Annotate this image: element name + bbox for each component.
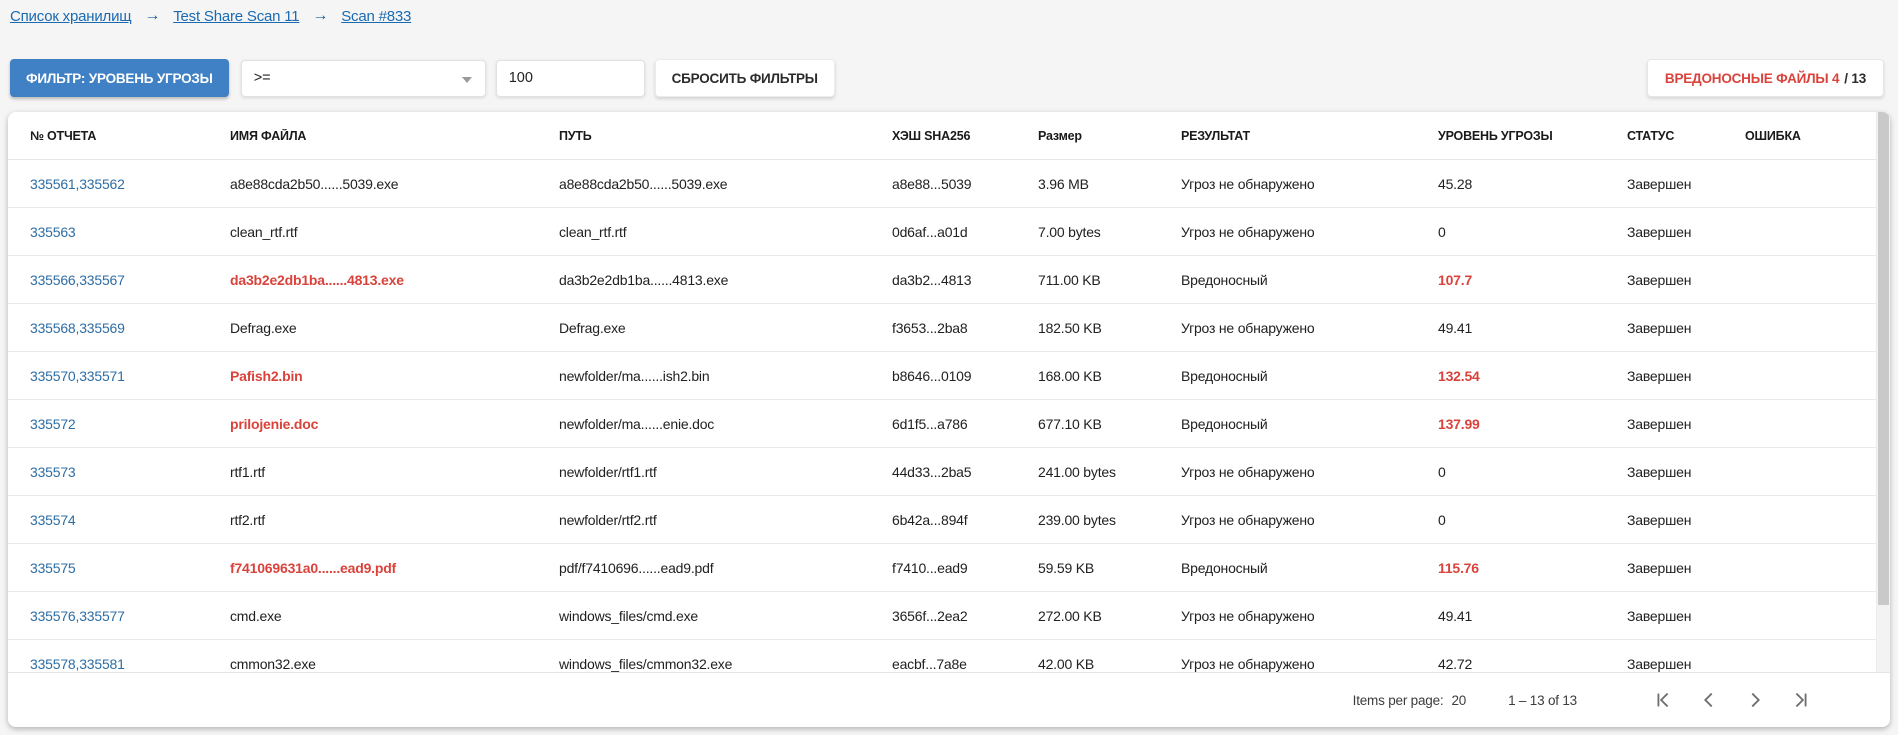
- report-link[interactable]: 335570,335571: [30, 367, 125, 384]
- report-link[interactable]: 335578,335581: [30, 655, 125, 672]
- cell-path: newfolder/ma......enie.doc: [559, 415, 715, 432]
- cell-name: a8e88cda2b50......5039.exe: [230, 175, 399, 192]
- column-header-filename: ИМЯ ФАЙЛА: [230, 128, 307, 143]
- cell-threat: 137.99: [1438, 415, 1480, 432]
- cell-name: rtf1.rtf: [230, 463, 265, 480]
- cell-name: Pafish2.bin: [230, 367, 303, 384]
- cell-hash: 6d1f5...a786: [892, 415, 968, 432]
- cell-report: [30, 608, 230, 624]
- cell-threat: 49.41: [1438, 319, 1473, 336]
- cell-hash: 44d33...2ba5: [892, 463, 972, 480]
- cell-path: clean_rtf.rtf: [559, 223, 627, 240]
- breadcrumb-arrow-icon: →: [144, 7, 161, 24]
- chevron-down-icon: [462, 77, 472, 83]
- cell-result: Угроз не обнаружено: [1181, 607, 1315, 624]
- cell-threat: 115.76: [1438, 559, 1479, 576]
- pagination-range-label: 1 – 13 of 13: [1508, 692, 1577, 708]
- threat-level-filter-button[interactable]: ФИЛЬТР: УРОВЕНЬ УГРОЗЫ: [10, 59, 229, 97]
- cell-threat: 132.54: [1438, 367, 1480, 384]
- table-body: [8, 160, 1890, 673]
- breadcrumb-link-scan[interactable]: Scan #833: [341, 7, 412, 25]
- cell-report: [30, 320, 230, 336]
- table-row: [8, 496, 1890, 544]
- cell-result: Угроз не обнаружено: [1181, 511, 1315, 528]
- cell-result: Вредоносный: [1181, 415, 1268, 432]
- first-page-icon: [1652, 689, 1674, 711]
- column-header-error: ОШИБКА: [1745, 128, 1801, 143]
- cell-name: rtf2.rtf: [230, 511, 265, 528]
- cell-path: windows_files/cmd.exe: [559, 607, 698, 624]
- cell-status: Завершен: [1627, 607, 1692, 624]
- cell-result: Вредоносный: [1181, 559, 1268, 576]
- column-header-result: РЕЗУЛЬТАТ: [1181, 128, 1250, 143]
- cell-status: Завершен: [1627, 367, 1692, 384]
- cell-hash: b8646...0109: [892, 367, 972, 384]
- cell-size: 3.96 MB: [1038, 175, 1089, 192]
- table-header: [8, 112, 1890, 160]
- cell-size: 272.00 KB: [1038, 607, 1102, 624]
- report-link[interactable]: 335568,335569: [30, 319, 125, 336]
- cell-status: Завершен: [1627, 463, 1692, 480]
- column-header-hash: ХЭШ SHA256: [892, 128, 971, 143]
- cell-path: newfolder/rtf2.rtf: [559, 511, 657, 528]
- cell-size: 42.00 KB: [1038, 655, 1094, 672]
- cell-result: Угроз не обнаружено: [1181, 175, 1315, 192]
- cell-hash: 0d6af...a01d: [892, 223, 968, 240]
- table-row: [8, 592, 1890, 640]
- operator-selected-value: >=: [253, 70, 271, 86]
- report-link[interactable]: 335576,335577: [30, 607, 125, 624]
- cell-report: [30, 512, 230, 528]
- cell-threat: 0: [1438, 511, 1446, 528]
- items-per-page-value[interactable]: 20: [1451, 692, 1467, 708]
- cell-status: Завершен: [1627, 415, 1692, 432]
- cell-size: 239.00 bytes: [1038, 511, 1116, 528]
- cell-size: 59.59 KB: [1038, 559, 1094, 576]
- cell-status: Завершен: [1627, 511, 1692, 528]
- malicious-files-counter: [1647, 59, 1884, 97]
- cell-threat: 0: [1438, 223, 1446, 240]
- cell-path: a8e88cda2b50......5039.exe: [559, 175, 728, 192]
- cell-result: Вредоносный: [1181, 367, 1268, 384]
- report-link[interactable]: 335575: [30, 559, 76, 576]
- breadcrumb-link-share[interactable]: Test Share Scan 11: [173, 7, 300, 25]
- table-row: [8, 400, 1890, 448]
- reset-filters-button[interactable]: СБРОСИТЬ ФИЛЬТРЫ: [655, 59, 835, 97]
- report-link[interactable]: 335561,335562: [30, 175, 125, 192]
- cell-size: 182.50 KB: [1038, 319, 1102, 336]
- cell-hash: f3653...2ba8: [892, 319, 968, 336]
- cell-status: Завершен: [1627, 655, 1692, 672]
- cell-name: cmmon32.exe: [230, 655, 316, 672]
- cell-report: [30, 368, 230, 384]
- cell-hash: f7410...ead9: [892, 559, 968, 576]
- column-header-threat-level: УРОВЕНЬ УГРОЗЫ: [1438, 128, 1553, 143]
- cell-result: Угроз не обнаружено: [1181, 655, 1315, 672]
- cell-report: [30, 464, 230, 480]
- cell-path: pdf/f7410696......ead9.pdf: [559, 559, 714, 576]
- cell-path: Defrag.exe: [559, 319, 626, 336]
- cell-report: [30, 560, 230, 576]
- cell-name: cmd.exe: [230, 607, 282, 624]
- cell-size: 677.10 KB: [1038, 415, 1102, 432]
- cell-threat: 49.41: [1438, 607, 1473, 624]
- chevron-left-icon: [1698, 689, 1720, 711]
- last-page-icon: [1790, 689, 1812, 711]
- cell-result: Угроз не обнаружено: [1181, 223, 1315, 240]
- breadcrumb-link-storage-list[interactable]: Список хранилищ: [10, 7, 132, 25]
- cell-size: 7.00 bytes: [1038, 223, 1101, 240]
- column-header-report: № ОТЧЕТА: [30, 128, 97, 143]
- cell-hash: 6b42a...894f: [892, 511, 968, 528]
- report-link[interactable]: 335573: [30, 463, 76, 480]
- table-row: [8, 352, 1890, 400]
- report-link[interactable]: 335563: [30, 223, 76, 240]
- cell-name: da3b2e2db1ba......4813.exe: [230, 271, 404, 288]
- column-header-status: СТАТУС: [1627, 128, 1675, 143]
- table-row: [8, 160, 1890, 208]
- cell-hash: a8e88...5039: [892, 175, 972, 192]
- cell-report: [30, 416, 230, 432]
- cell-threat: 45.28: [1438, 175, 1473, 192]
- malicious-files-count: ВРЕДОНОСНЫЕ ФАЙЛЫ 4: [1664, 70, 1840, 86]
- cell-name: prilojenie.doc: [230, 415, 319, 432]
- cell-status: Завершен: [1627, 223, 1692, 240]
- results-card: [8, 112, 1890, 727]
- table-row: [8, 304, 1890, 352]
- cell-report: [30, 656, 230, 672]
- operator-select[interactable]: [241, 60, 486, 97]
- cell-result: Угроз не обнаружено: [1181, 463, 1315, 480]
- cell-report: [30, 176, 230, 192]
- cell-size: 241.00 bytes: [1038, 463, 1116, 480]
- next-page-button[interactable]: [1743, 688, 1767, 712]
- table-footer: [8, 672, 1890, 727]
- threat-level-value-input[interactable]: [496, 60, 645, 97]
- table-row: [8, 256, 1890, 304]
- report-link[interactable]: 335566,335567: [30, 271, 125, 288]
- table-row: [8, 640, 1890, 673]
- cell-hash: da3b2...4813: [892, 271, 972, 288]
- cell-status: Завершен: [1627, 175, 1692, 192]
- cell-hash: eacbf...7a8e: [892, 655, 967, 672]
- items-per-page-label: Items per page:: [1352, 692, 1444, 708]
- cell-name: f741069631a0......ead9.pdf: [230, 559, 397, 576]
- cell-hash: 3656f...2ea2: [892, 607, 968, 624]
- scrollbar-thumb[interactable]: [1878, 112, 1889, 605]
- table-row: [8, 208, 1890, 256]
- first-page-button[interactable]: [1651, 688, 1675, 712]
- cell-result: Угроз не обнаружено: [1181, 319, 1315, 336]
- report-link[interactable]: 335572: [30, 415, 76, 432]
- previous-page-button[interactable]: [1697, 688, 1721, 712]
- cell-path: windows_files/cmmon32.exe: [559, 655, 733, 672]
- report-link[interactable]: 335574: [30, 511, 76, 528]
- cell-name: Defrag.exe: [230, 319, 297, 336]
- cell-status: Завершен: [1627, 319, 1692, 336]
- breadcrumb: [10, 7, 411, 25]
- malicious-files-total: / 13: [1844, 70, 1866, 86]
- cell-status: Завершен: [1627, 271, 1692, 288]
- cell-report: [30, 272, 230, 288]
- cell-threat: 0: [1438, 463, 1446, 480]
- breadcrumb-arrow-icon: →: [312, 7, 329, 24]
- column-header-size: Размер: [1038, 128, 1082, 143]
- cell-path: da3b2e2db1ba......4813.exe: [559, 271, 729, 288]
- cell-name: clean_rtf.rtf: [230, 223, 298, 240]
- cell-result: Вредоносный: [1181, 271, 1268, 288]
- last-page-button[interactable]: [1789, 688, 1813, 712]
- cell-report: [30, 224, 230, 240]
- column-header-path: ПУТЬ: [559, 128, 592, 143]
- table-row: [8, 544, 1890, 592]
- cell-path: newfolder/ma......ish2.bin: [559, 367, 710, 384]
- cell-size: 168.00 KB: [1038, 367, 1102, 384]
- table-row: [8, 448, 1890, 496]
- cell-threat: 42.72: [1438, 655, 1473, 672]
- filter-bar: [10, 58, 1884, 98]
- cell-path: newfolder/rtf1.rtf: [559, 463, 657, 480]
- vertical-scrollbar[interactable]: [1876, 112, 1890, 672]
- cell-threat: 107.7: [1438, 271, 1473, 288]
- chevron-right-icon: [1744, 689, 1766, 711]
- cell-size: 711.00 KB: [1038, 271, 1101, 288]
- cell-status: Завершен: [1627, 559, 1692, 576]
